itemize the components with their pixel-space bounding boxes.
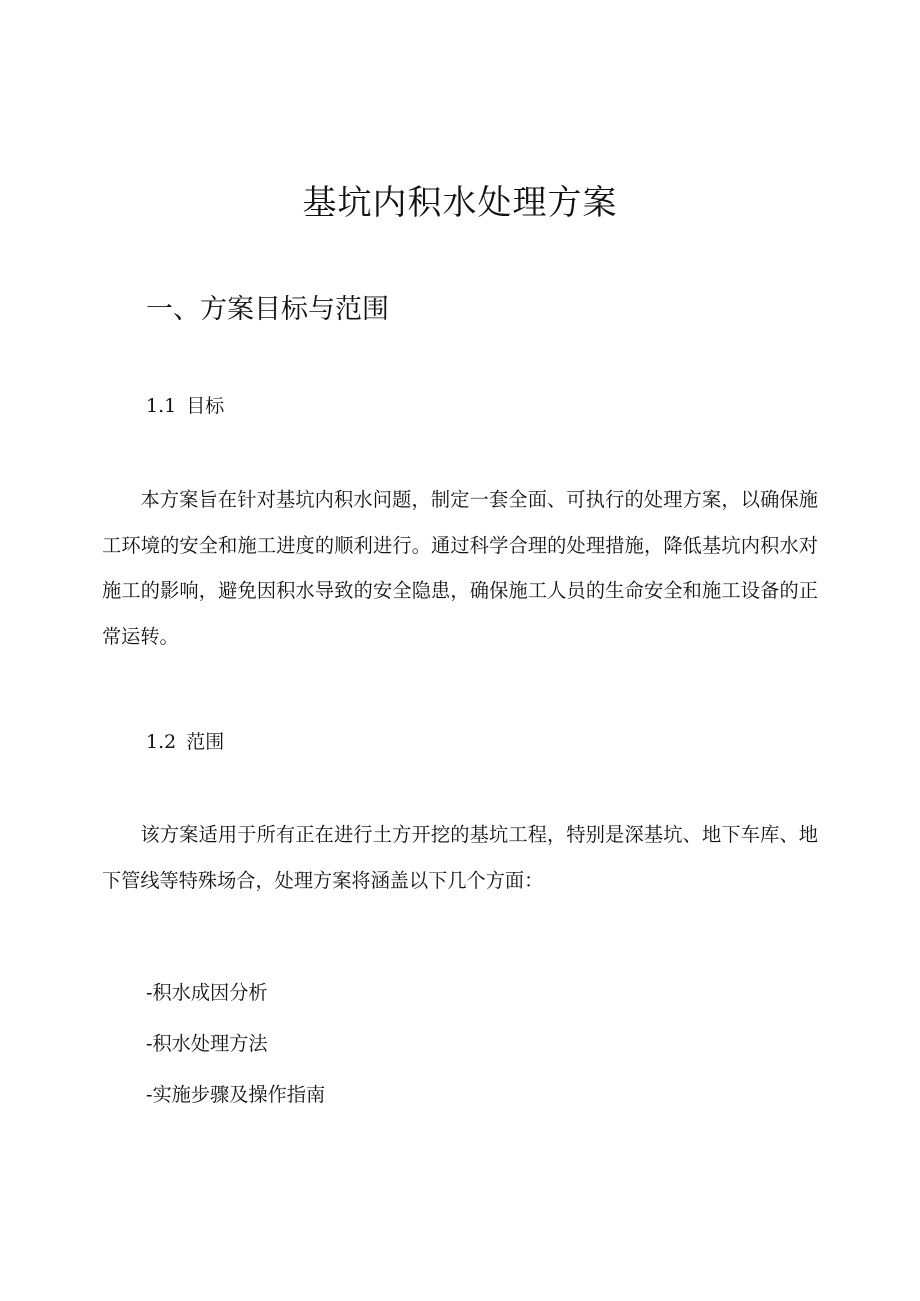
document-title: 基坑内积水处理方案 (302, 183, 618, 223)
subsection-number: 1.1 (146, 395, 177, 417)
scope-paragraph: 该方案适用于所有正在进行土方开挖的基坑工程，特别是深基坑、地下车库、地下管线等特殊场合，处理方案将涵盖以下几个方面： (102, 823, 818, 892)
subsection-label: 范围 (186, 731, 225, 753)
subsection-label: 目标 (186, 395, 225, 417)
section-heading: 一、方案目标与范围 (146, 294, 389, 325)
subsection-number: 1.2 (146, 731, 177, 753)
scope-list (146, 967, 325, 1120)
list-item: -实施步骤及操作指南 (146, 1083, 326, 1106)
subsection-heading-scope (146, 727, 224, 757)
list-item: -积水成因分析 (146, 981, 268, 1004)
subsection-heading-goal (146, 391, 224, 421)
goal-paragraph: 本方案旨在针对基坑内积水问题，制定一套全面、可执行的处理方案，以确保施工环境的安全和施工进度的顺利进行。通过科学合理的处理措施，降低基坑内积水对施工的影响，避免因积水导致的安全隐患，确保施工人员的生命安全和施工设备的正常运转。 (102, 488, 818, 648)
list-item: -积水处理方法 (146, 1032, 268, 1055)
